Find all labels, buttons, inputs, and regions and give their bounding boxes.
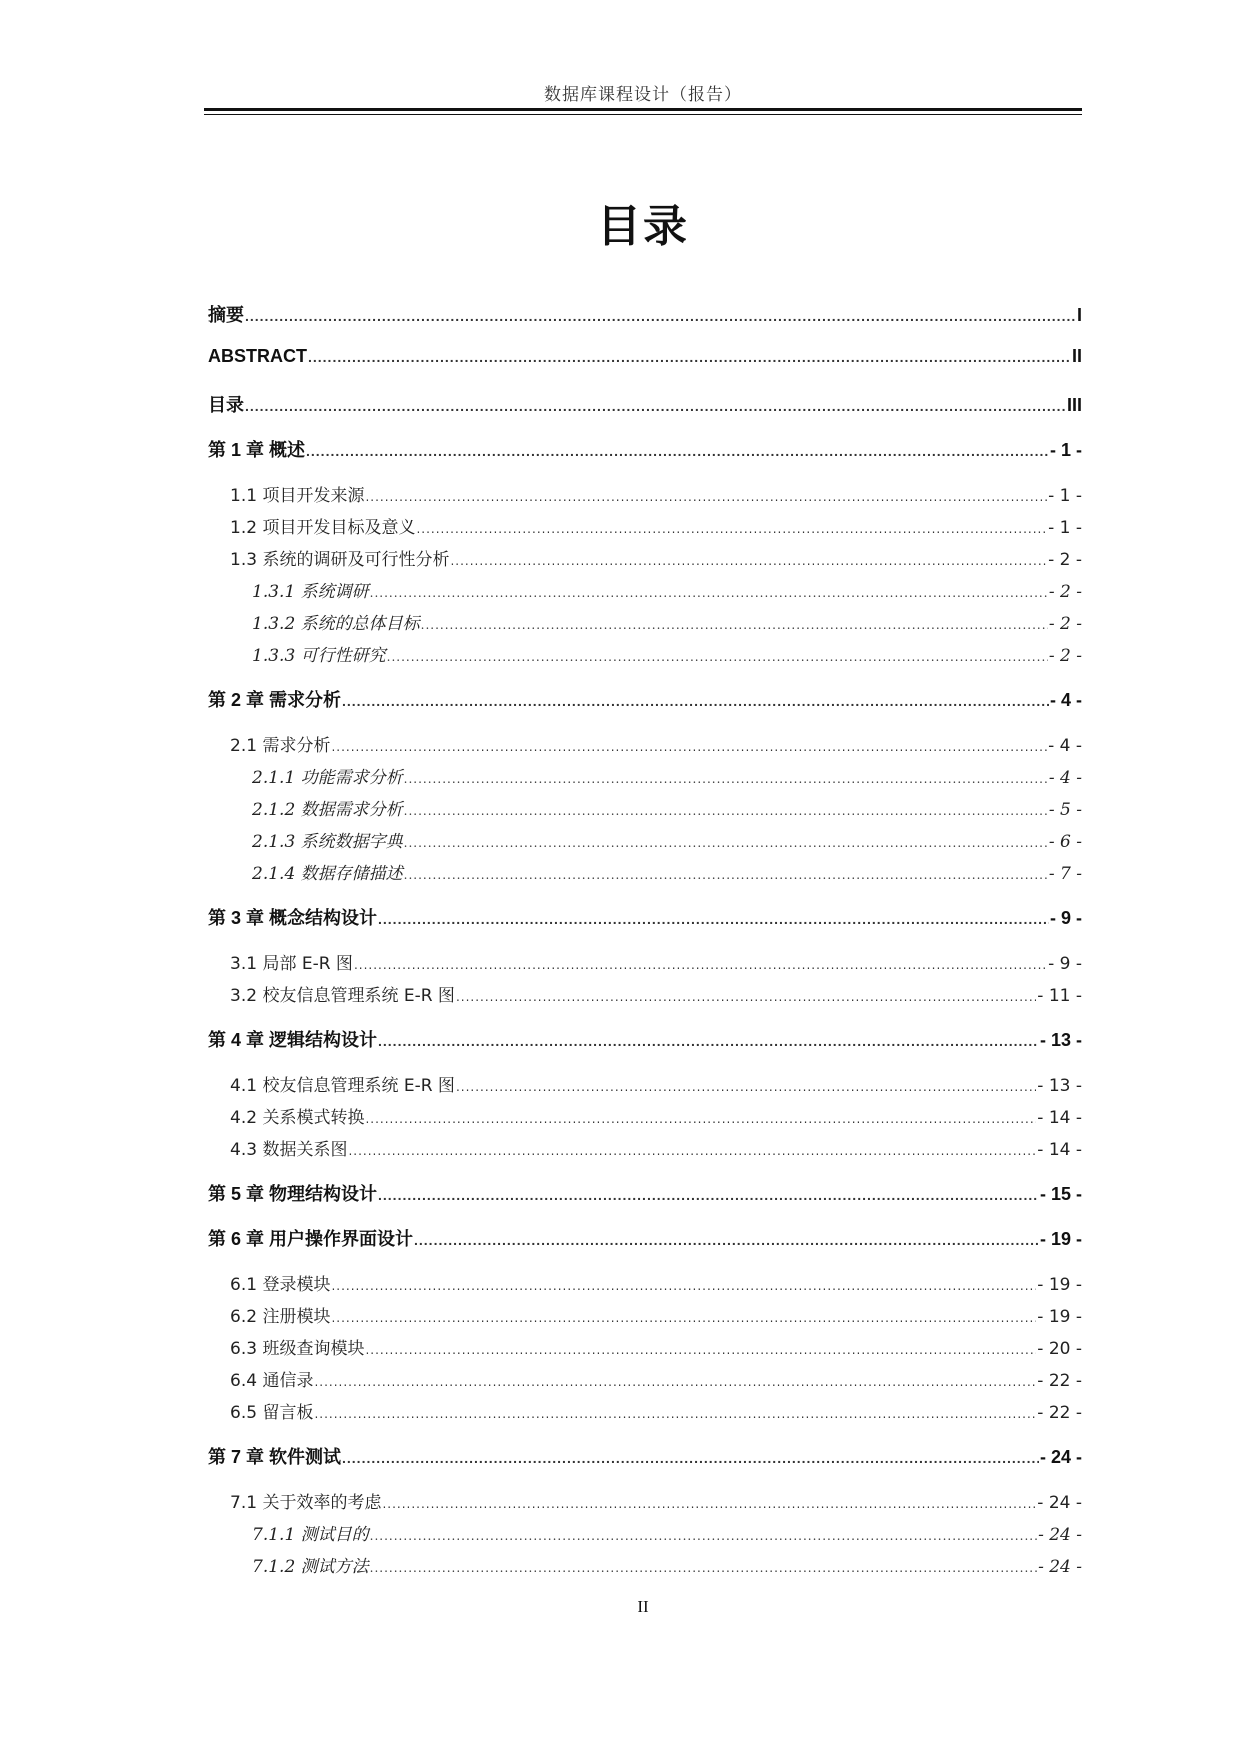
toc-entry-subsection[interactable] <box>208 859 1082 884</box>
toc-leader <box>365 1343 1036 1357</box>
toc-page: - 1 - <box>1049 440 1082 460</box>
toc-page: - 7 - <box>1048 864 1082 884</box>
toc-label: 第 2 章 需求分析 <box>208 690 342 710</box>
toc-entry-abstract-cn[interactable] <box>208 301 1082 327</box>
toc-entry-section[interactable] <box>208 545 1082 570</box>
toc-label: 4.2 关系模式转换 <box>230 1108 365 1128</box>
toc-entry-section[interactable] <box>208 1071 1082 1096</box>
toc-page: - 24 - <box>1039 1447 1082 1467</box>
toc-leader <box>331 740 1047 754</box>
toc-entry-subsection[interactable] <box>208 577 1082 602</box>
toc-label: 1.1 项目开发来源 <box>230 486 365 506</box>
toc-entry-contents[interactable] <box>208 391 1082 417</box>
toc-leader <box>382 1497 1036 1511</box>
toc-entry-subsection[interactable] <box>208 641 1082 666</box>
toc-entry-subsection[interactable] <box>208 827 1082 852</box>
toc-leader <box>342 1450 1039 1466</box>
toc-leader <box>245 398 1066 414</box>
toc-page: - 4 - <box>1048 736 1082 756</box>
toc-page: - 2 - <box>1048 550 1082 570</box>
toc-entry-abstract-en[interactable] <box>208 346 1082 367</box>
toc-page: - 22 - <box>1037 1371 1082 1391</box>
toc-leader <box>370 586 1048 600</box>
toc-leader <box>378 1187 1039 1203</box>
toc-page: - 19 - <box>1037 1307 1082 1327</box>
toc-leader <box>314 1407 1036 1421</box>
toc-page: - 13 - <box>1039 1030 1082 1050</box>
toc-page: I <box>1076 305 1082 325</box>
toc-entry-chapter-4[interactable] <box>208 1026 1082 1052</box>
toc-label: 6.3 班级查询模块 <box>230 1339 365 1359</box>
toc-entry-section[interactable] <box>208 1488 1082 1513</box>
toc-leader <box>456 1080 1036 1094</box>
toc-leader <box>331 1279 1036 1293</box>
header-rule-thin <box>204 114 1082 115</box>
toc-page: - 5 - <box>1048 800 1082 820</box>
toc-entry-chapter-6[interactable] <box>208 1225 1082 1251</box>
toc-page: - 14 - <box>1037 1140 1082 1160</box>
toc-leader <box>450 554 1047 568</box>
toc-leader <box>331 1311 1036 1325</box>
toc-label: 7.1.1 测试目的 <box>252 1525 369 1545</box>
toc-label: 第 7 章 软件测试 <box>208 1447 342 1467</box>
toc-label: 第 3 章 概念结构设计 <box>208 908 378 928</box>
toc-label: 2.1.3 系统数据字典 <box>252 832 403 852</box>
toc-entry-section[interactable] <box>208 1270 1082 1295</box>
toc-page: - 14 - <box>1037 1108 1082 1128</box>
toc-label: 第 5 章 物理结构设计 <box>208 1184 378 1204</box>
toc-page: - 24 - <box>1038 1557 1082 1577</box>
toc-leader <box>404 804 1048 818</box>
toc-label: 1.2 项目开发目标及意义 <box>230 518 416 538</box>
toc-leader <box>308 349 1071 365</box>
toc-entry-section[interactable] <box>208 1302 1082 1327</box>
toc-entry-section[interactable] <box>208 481 1082 506</box>
toc-leader <box>456 990 1036 1004</box>
toc-leader <box>416 522 1047 536</box>
toc-label: 第 6 章 用户操作界面设计 <box>208 1229 414 1249</box>
toc-page: - 2 - <box>1048 582 1082 602</box>
header-rule <box>204 108 1082 111</box>
toc-label: 6.2 注册模块 <box>230 1307 331 1327</box>
toc-entry-chapter-7[interactable] <box>208 1443 1082 1469</box>
toc-entry-subsection[interactable] <box>208 1552 1082 1577</box>
toc-leader <box>245 308 1076 324</box>
toc-entry-section[interactable] <box>208 1366 1082 1391</box>
toc-leader <box>387 650 1048 664</box>
toc-label: 3.1 局部 E-R 图 <box>230 954 353 974</box>
toc-leader <box>365 1112 1036 1126</box>
toc-entry-subsection[interactable] <box>208 609 1082 634</box>
toc-label: 6.5 留言板 <box>230 1403 314 1423</box>
toc-label: 第 1 章 概述 <box>208 440 306 460</box>
toc-label: ABSTRACT <box>208 346 307 366</box>
toc-label: 目录 <box>208 395 244 415</box>
toc-page: - 24 - <box>1037 1493 1082 1513</box>
toc-page: - 19 - <box>1037 1275 1082 1295</box>
toc-leader <box>421 618 1048 632</box>
toc-page: - 4 - <box>1048 768 1082 788</box>
toc-label: 2.1.4 数据存储描述 <box>252 864 403 884</box>
toc-leader <box>314 1375 1036 1389</box>
toc-page: - 9 - <box>1048 954 1082 974</box>
toc-entry-section[interactable] <box>208 981 1082 1006</box>
toc-entry-chapter-3[interactable] <box>208 904 1082 930</box>
toc-label: 7.1 关于效率的考虑 <box>230 1493 382 1513</box>
toc-entry-chapter-1[interactable] <box>208 436 1082 462</box>
toc-entry-section[interactable] <box>208 949 1082 974</box>
toc-page: - 11 - <box>1037 986 1082 1006</box>
toc-label: 4.1 校友信息管理系统 E-R 图 <box>230 1076 455 1096</box>
toc-entry-subsection[interactable] <box>208 1520 1082 1545</box>
toc-label: 1.3 系统的调研及可行性分析 <box>230 550 450 570</box>
toc-page: - 13 - <box>1037 1076 1082 1096</box>
toc-label: 2.1.1 功能需求分析 <box>252 768 403 788</box>
toc-leader <box>414 1232 1039 1248</box>
toc-entry-section[interactable] <box>208 1103 1082 1128</box>
toc-entry-subsection[interactable] <box>208 763 1082 788</box>
toc-label: 3.2 校友信息管理系统 E-R 图 <box>230 986 455 1006</box>
toc-leader <box>370 1529 1037 1543</box>
toc-page: - 9 - <box>1049 908 1082 928</box>
toc-entry-subsection[interactable] <box>208 795 1082 820</box>
toc-leader <box>354 958 1047 972</box>
page-title: 目录 <box>597 201 689 252</box>
toc-leader <box>306 443 1049 459</box>
toc-page: - 19 - <box>1039 1229 1082 1249</box>
toc-leader <box>404 772 1048 786</box>
toc-page: - 2 - <box>1048 646 1082 666</box>
toc-label: 2.1 需求分析 <box>230 736 331 756</box>
toc-entry-section[interactable] <box>208 513 1082 538</box>
toc-leader <box>378 1033 1039 1049</box>
toc-entry-chapter-2[interactable] <box>208 686 1082 712</box>
toc-page: - 20 - <box>1037 1339 1082 1359</box>
toc-entry-section[interactable] <box>208 1334 1082 1359</box>
toc-label: 6.4 通信录 <box>230 1371 314 1391</box>
toc-entry-section[interactable] <box>208 1398 1082 1423</box>
toc-label: 4.3 数据关系图 <box>230 1140 348 1160</box>
toc-entry-section[interactable] <box>208 731 1082 756</box>
toc-leader <box>378 911 1049 927</box>
toc-leader <box>404 868 1048 882</box>
toc-page: - 1 - <box>1048 518 1082 538</box>
toc-entry-section[interactable] <box>208 1135 1082 1160</box>
toc-leader <box>404 836 1048 850</box>
toc-page: - 24 - <box>1038 1525 1082 1545</box>
toc-label: 2.1.2 数据需求分析 <box>252 800 403 820</box>
toc-page: - 15 - <box>1039 1184 1082 1204</box>
toc-page: - 6 - <box>1048 832 1082 852</box>
toc-label: 6.1 登录模块 <box>230 1275 331 1295</box>
toc-label: 1.3.3 可行性研究 <box>252 646 386 666</box>
running-header: 数据库课程设计（报告） <box>544 85 742 105</box>
page-number: II <box>637 1597 649 1616</box>
toc-label: 7.1.2 测试方法 <box>252 1557 369 1577</box>
toc-label: 摘要 <box>208 305 244 325</box>
toc-leader <box>348 1144 1036 1158</box>
toc-page: II <box>1071 346 1082 366</box>
toc-leader <box>342 693 1049 709</box>
toc-page: - 4 - <box>1049 690 1082 710</box>
toc-page: - 1 - <box>1048 486 1082 506</box>
toc-label: 第 4 章 逻辑结构设计 <box>208 1030 378 1050</box>
toc-entry-chapter-5[interactable] <box>208 1180 1082 1206</box>
toc-leader <box>370 1561 1037 1575</box>
toc-page: III <box>1066 395 1082 415</box>
toc-label: 1.3.1 系统调研 <box>252 582 369 602</box>
toc-page: - 2 - <box>1048 614 1082 634</box>
toc-leader <box>365 490 1047 504</box>
toc-page: - 22 - <box>1037 1403 1082 1423</box>
toc-label: 1.3.2 系统的总体目标 <box>252 614 420 634</box>
